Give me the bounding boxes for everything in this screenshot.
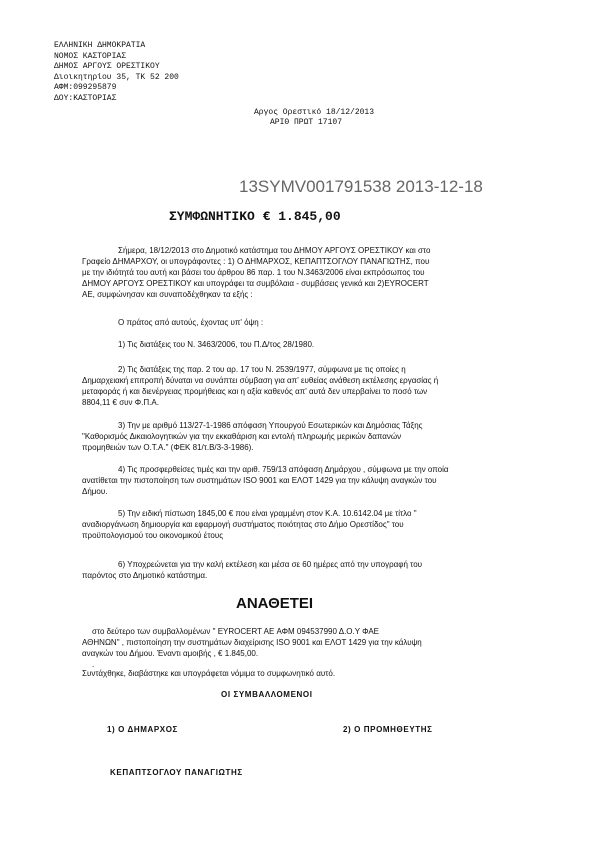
item-1 xyxy=(118,339,314,350)
paragraph-line: 3) Την με αριθμό 113/27-1-1986 απόφαση Υπουργού Εσωτερικών και Δημόσιας Τάξης xyxy=(118,421,423,430)
item-6 xyxy=(82,559,422,581)
item-5 xyxy=(82,508,417,541)
paragraph-line: προϋπολογισμού του οικονομικού έτους xyxy=(82,531,224,540)
paragraph-line: Δήμου. xyxy=(82,487,108,496)
paragraph-line: Δημαρχειακή επιτροπή δύναται να συνάπτει σύμβαση για απ' ευθείας ανάθεση εκτέλεσης εργασίας ή xyxy=(82,376,439,385)
item-4 xyxy=(82,464,449,497)
document-title: ΣΥΜΦΩΝΗΤΙΚΟ € 1.845,00 xyxy=(169,209,341,224)
item-3 xyxy=(82,420,423,453)
header-line: ΕΛΛΗΝΙΚΗ ΔΗΜΟΚΡΑΤΙΑ xyxy=(54,41,146,50)
paragraph-line: "Καθορισμός Δικαιολογητικών για την εκκαθάριση και εντολή πληρωμής μερικών δαπανών xyxy=(82,432,402,441)
parties-heading: ΟΙ ΣΥΜΒΑΛΛΟΜΕΝΟΙ xyxy=(221,690,313,699)
paragraph-line: παρόντος στο Δημοτικό κατάστημα. xyxy=(82,571,208,580)
paragraph-line: 5) Την ειδική πίστωση 1845,00 € που είναι γραμμένη στον Κ.Α. 10.6142.04 με τίτλο " xyxy=(118,509,417,518)
paragraph-line: με την ιδιότητά του αυτή και βάσει του άρθρου 86 παρ. 1 του Ν.3463/2006 είναι εκπρόσωπος του xyxy=(82,268,425,277)
paragraph-line: 8804,11 € συν Φ.Π.Α. xyxy=(82,398,159,407)
closing-line: Συντάχθηκε, διαβάστηκε και υπογράφεται νόμιμα το συμφωνητικό αυτό. xyxy=(82,669,336,678)
assignment-paragraph xyxy=(82,626,422,670)
paragraph-line: 1) Τις διατάξεις του Ν. 3463/2006, του Π.Δ/τος 28/1980. xyxy=(118,340,315,349)
header-line: ΔΗΜΟΣ ΑΡΓΟΥΣ ΟΡΕΣΤΙΚΟΥ xyxy=(54,62,160,72)
header-line: Διοικητηρίου 35, ΤΚ 52 200 xyxy=(54,72,179,82)
issuer-header xyxy=(54,41,179,105)
paragraph-line: 4) Τις προσφερθείσες τιμές και την αριθ. 759/13 απόφαση Δημάρχου , σύμφωνα με την οποία xyxy=(118,465,449,474)
assignment-heading: ΑΝΑΘΕΤΕΙ xyxy=(236,595,314,612)
header-line: ΑΦΜ:099295879 xyxy=(54,83,117,93)
paragraph-line: ανατίθεται την πιστοποίηση των συστημάτων ISO 9001 και ΕΛΟΤ 1429 για την κάλυψη αναγκών του xyxy=(82,476,437,485)
paragraph-line: Γραφείο ΔΗΜΑΡΧΟΥ, οι υπογράφοντες : 1) Ο ΔΗΜΑΡΧΟΣ, ΚΕΠΑΠΤΣΟΓΛΟΥ ΠΑΝΑΓΙΩΤΗΣ, που xyxy=(82,257,430,266)
paragraph-line: AE, συμφώνησαν και συναποδέχθηκαν τα εξής : xyxy=(82,290,253,299)
paragraph-line: ΔΗΜΟΥ ΑΡΓΟΥΣ ΟΡΕΣΤΙΚΟΥ και υπογράφει τα συμβόλαια - συμβάσεις γενικά και 2)EYROCERT xyxy=(82,279,429,288)
protocol-number: ΑΡΙΘ ΠΡΩΤ 17107 xyxy=(270,118,343,127)
intro-paragraph xyxy=(82,245,430,300)
paragraph-line: Σήμερα, 18/12/2013 στο Δημοτικό κατάστημα του ΔΗΜΟΥ ΑΡΓΟΥΣ ΟΡΕΣΤΙΚΟΥ και στο xyxy=(118,246,431,255)
paragraph-line: μεταφοράς ή και διενέργειας προμήθειας και η αξία καθενός απ' αυτά δεν υπερβαίνει το ποσό των xyxy=(82,387,428,396)
paragraph-line: προμηθειών των Ο.Τ.Α." (ΦΕΚ 81/τ.Β/3-3-1986). xyxy=(82,443,254,452)
ada-code: 13SYMV001791538 2013-12-18 xyxy=(239,177,483,196)
header-line: ΝΟΜΟΣ ΚΑΣΤΟΡΙΑΣ xyxy=(54,51,127,61)
paragraph-line: αναδιοργάνωση δημιουργία και εφαρμογή συστήματος ποιότητας στο Δήμο Ορεστίδος" του xyxy=(82,520,404,529)
date-line: Αργος Ορεστικό 18/12/2013 xyxy=(254,108,375,117)
item-2 xyxy=(82,364,438,408)
party-supplier: 2) Ο ΠΡΟΜΗΘΕΥΤΗΣ xyxy=(343,725,433,734)
paragraph-line: . xyxy=(92,660,95,669)
party-mayor: 1) Ο ΔΗΜΑΡΧΟΣ xyxy=(107,725,178,734)
header-line: ΔΟΥ:ΚΑΣΤΟΡΙΑΣ xyxy=(54,93,117,103)
mayor-signature-name: ΚΕΠΑΠΤΣΟΓΛΟΥ ΠΑΝΑΓΙΩΤΗΣ xyxy=(110,768,243,777)
paragraph-line: ΑΘΗΝΩΝ" , πιστοποίηση την συστημάτων διαχείρισης ISO 9001 και ΕΛΟΤ 1429 για την κάλυψη xyxy=(82,638,422,647)
paragraph-line: αναγκών του Δήμου. Έναντι αμοιβής , € 1.845,00. xyxy=(82,649,259,658)
paragraph-line: 2) Τις διατάξεις της παρ. 2 του αρ. 17 του Ν. 2539/1977, σύμφωνα με τις οποίες η xyxy=(118,365,406,374)
paragraph-line: 6) Υποχρεώνεται για την καλή εκτέλεση και μέσα σε 60 ημέρες από την υπογραφή του xyxy=(118,560,423,569)
first-party-line: Ο πράτος από αυτούς, έχοντας υπ' όψη : xyxy=(118,318,264,327)
paragraph-line: στο δεύτερο των συμβαλλομένων " EYROCERT AE ΑΦΜ 094537990 Δ.Ο.Υ ΦΑΕ xyxy=(92,627,379,636)
